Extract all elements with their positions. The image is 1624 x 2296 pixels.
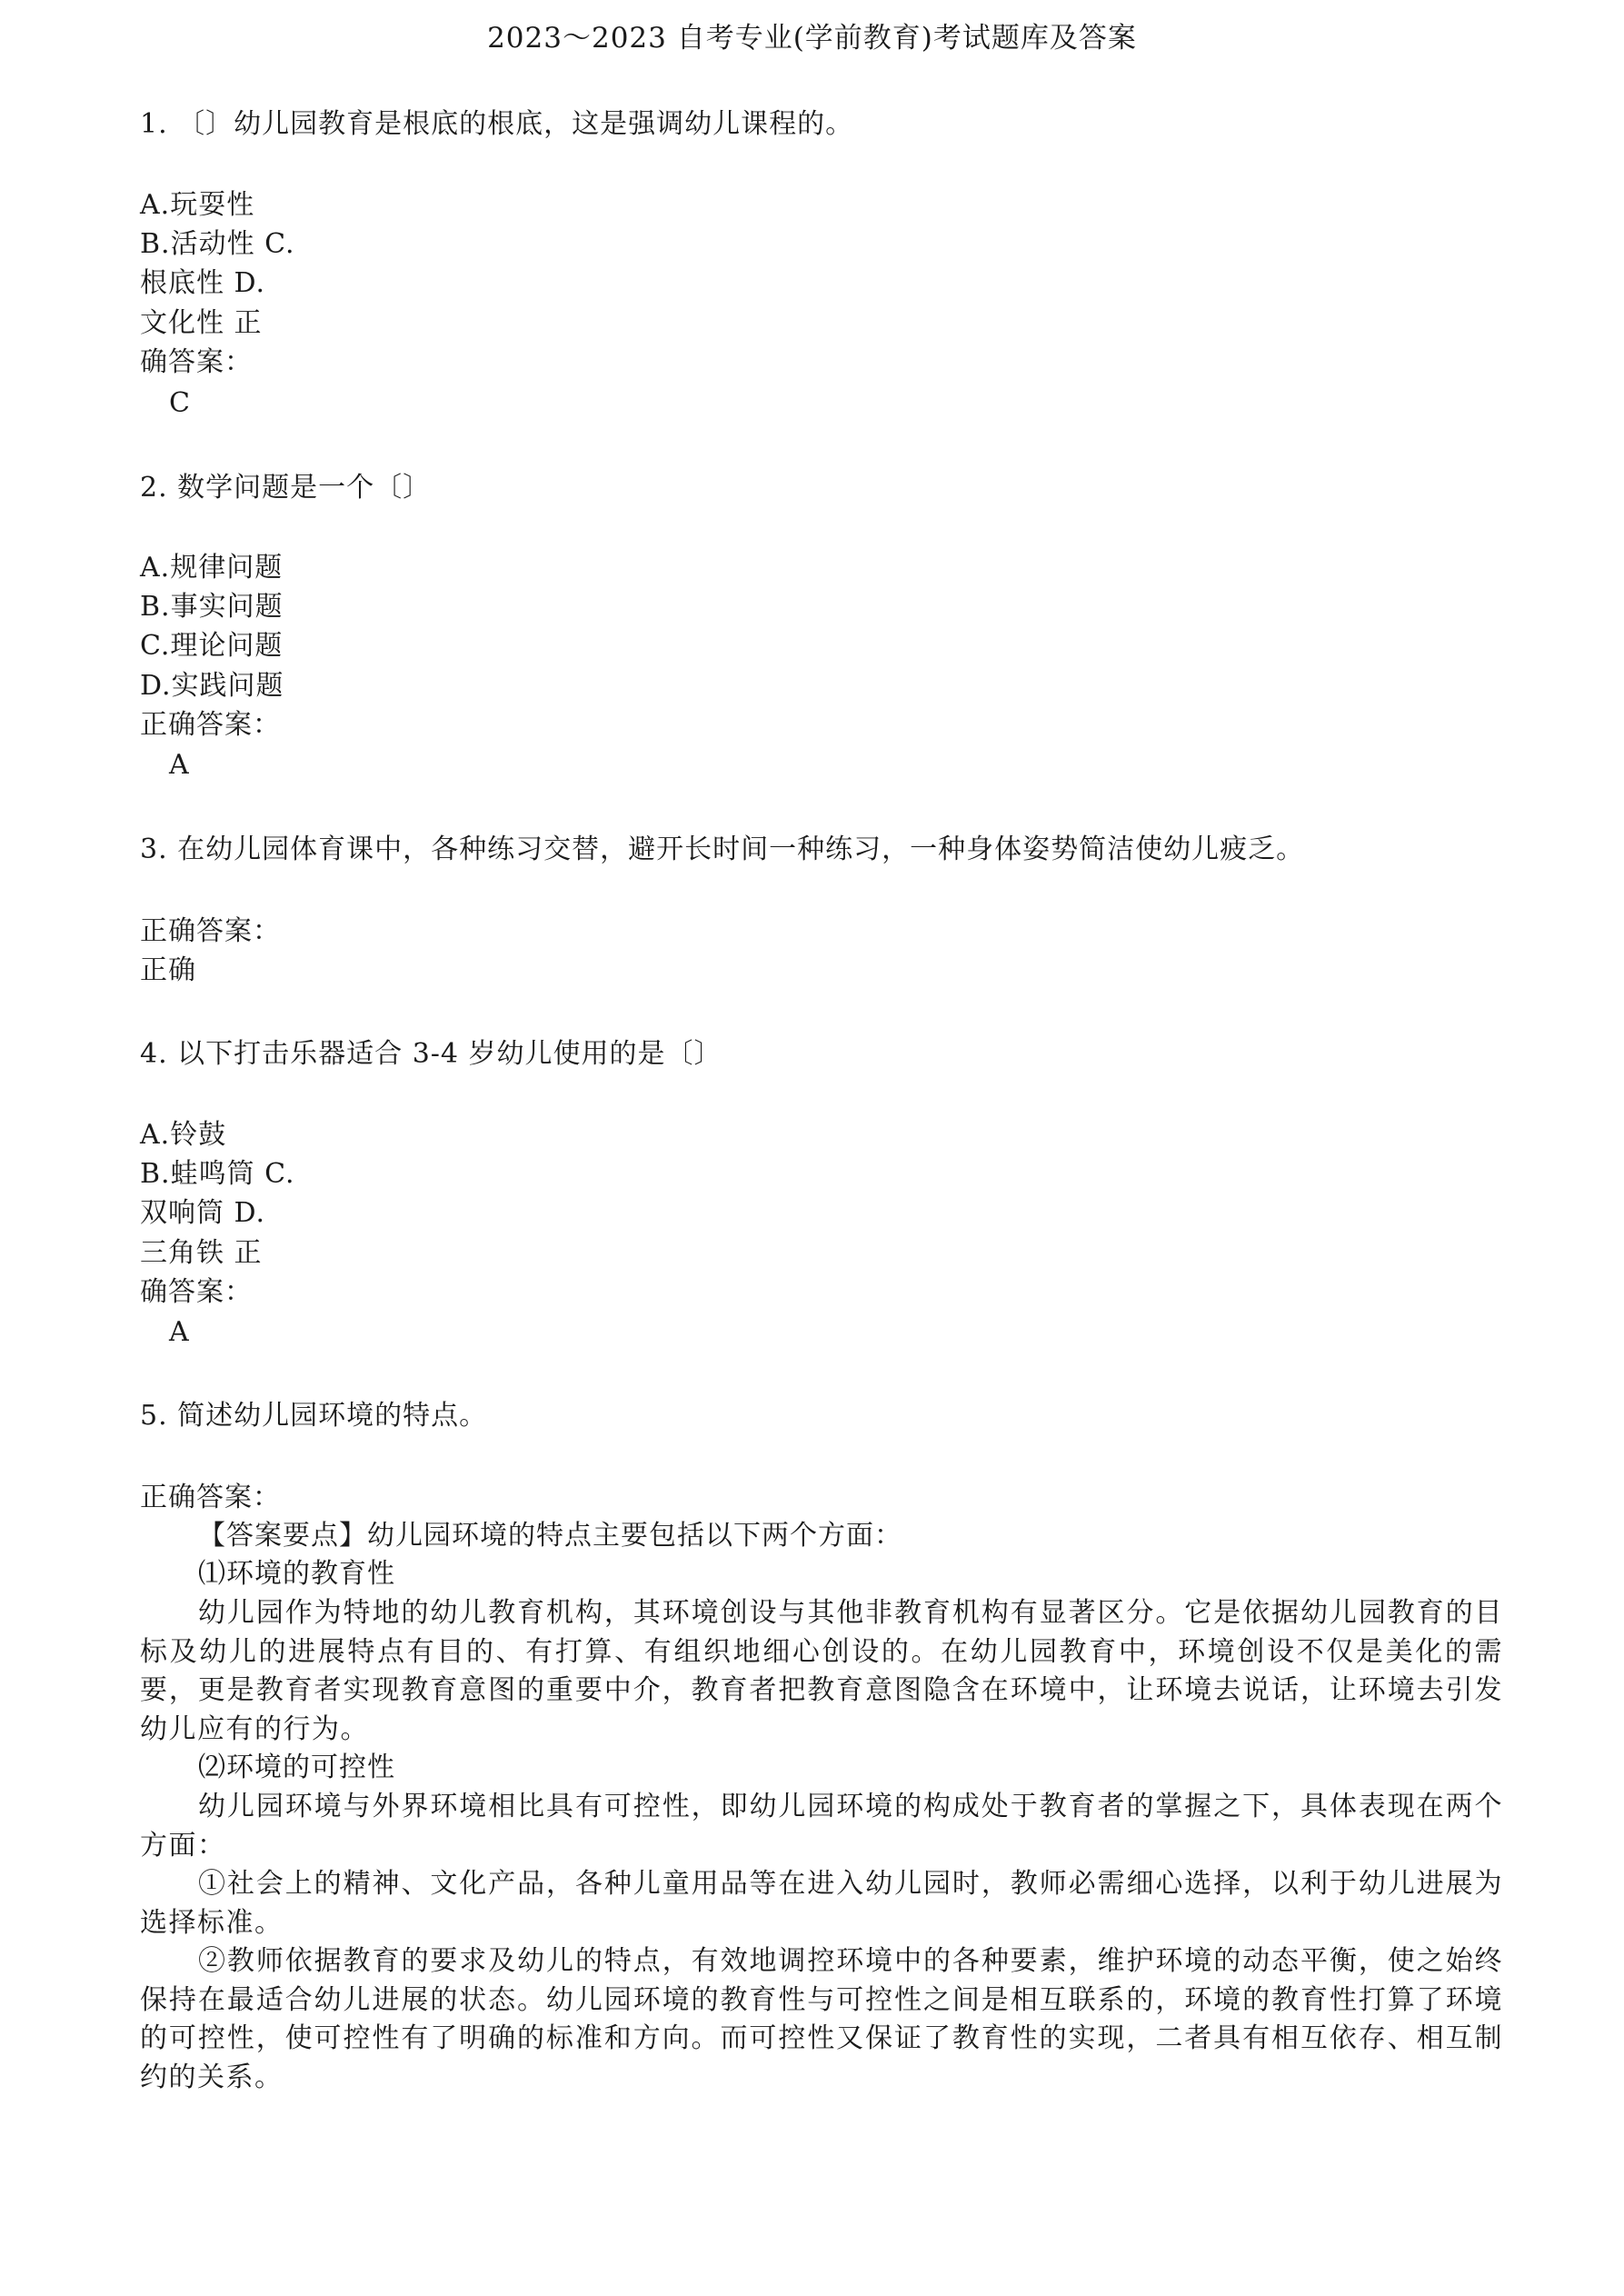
question-2-option-c: C.理论问题 [140, 630, 284, 662]
question-5-stem: 5. 简述幼儿园环境的特点。 [140, 1400, 488, 1432]
question-5-point-2-body: 幼儿园环境与外界环境相比具有可控性，即幼儿园环境的构成处于教育者的掌握之下，具体表现在两个方面： [140, 1791, 1503, 1862]
question-4-line-5: 确答案： [140, 1276, 253, 1308]
question-4-line-4: 三角铁 正 [140, 1237, 263, 1269]
question-1-stem: 1. 〔〕幼儿园教育是根底的根底，这是强调幼儿课程的。 [140, 108, 854, 140]
question-5-point-1-title: ⑴环境的教育性 [198, 1558, 395, 1590]
question-4-stem: 4. 以下打击乐器适合 3-4 岁幼儿使用的是〔〕 [140, 1038, 722, 1070]
question-2-option-b: B.事实问题 [140, 591, 284, 623]
question-1-line-1: A.玩耍性 [140, 189, 255, 221]
question-2-answer: A [169, 749, 190, 781]
question-2-option-a: A.规律问题 [140, 552, 284, 584]
question-4-line-2: B.蛙鸣筒 C. [140, 1158, 295, 1190]
question-4-answer: A [169, 1316, 190, 1348]
question-5-sub-point-2: ②教师依据教育的要求及幼儿的特点，有效地调控环境中的各种要素，维护环境的动态平衡，使之始终保持在最适合幼儿进展的状态。幼儿园环境的教育性与可控性之间是相互联系的，环境的教育性打算了环境的可控性，使可控性有了明确的标准和方向。而可控性又保证了教育性的实现，二者具有相互依存、相互制约的关系。 [140, 1945, 1503, 2093]
document-title: 2023～2023 自考专业(学前教育)考试题库及答案 [487, 22, 1137, 55]
question-2-answer-label: 正确答案： [140, 709, 281, 741]
question-3-stem: 3. 在幼儿园体育课中，各种练习交替，避开长时间一种练习，一种身体姿势简洁使幼儿疲乏。 [140, 834, 1305, 865]
question-5-point-2-title: ⑵环境的可控性 [198, 1752, 395, 1783]
question-3-answer-label: 正确答案： [140, 915, 281, 947]
question-1-answer: C [169, 387, 191, 419]
question-5-point-1-body: 幼儿园作为特地的幼儿教育机构，其环境创设与其他非教育机构有显著区分。它是依据幼儿园教育的目标及幼儿的进展特点有目的、有打算、有组织地细心创设的。在幼儿园教育中，环境创设不仅是美化的需要，更是教育者实现教育意图的重要中介，教育者把教育意图隐含在环境中，让环境去说话，让环境去引发幼儿应有的行为。 [140, 1597, 1503, 1745]
question-5-answer-label: 正确答案： [140, 1482, 281, 1513]
question-5-sub-point-1: ①社会上的精神、文化产品，各种儿童用品等在进入幼儿园时，教师必需细心选择，以利于幼儿进展为选择标准。 [140, 1868, 1503, 1939]
question-4-line-3: 双响筒 D. [140, 1197, 266, 1229]
question-1-line-2: B.活动性 C. [140, 228, 295, 260]
question-1-line-5: 确答案： [140, 346, 253, 378]
question-3-answer: 正确 [140, 954, 196, 986]
question-4-line-1: A.铃鼓 [140, 1119, 227, 1151]
question-2-option-d: D.实践问题 [140, 670, 284, 702]
question-1-line-3: 根底性 D. [140, 267, 266, 299]
question-1-line-4: 文化性 正 [140, 307, 263, 339]
question-2-stem: 2. 数学问题是一个〔〕 [140, 472, 432, 504]
question-5-key-points: 【答案要点】幼儿园环境的特点主要包括以下两个方面： [198, 1520, 902, 1552]
